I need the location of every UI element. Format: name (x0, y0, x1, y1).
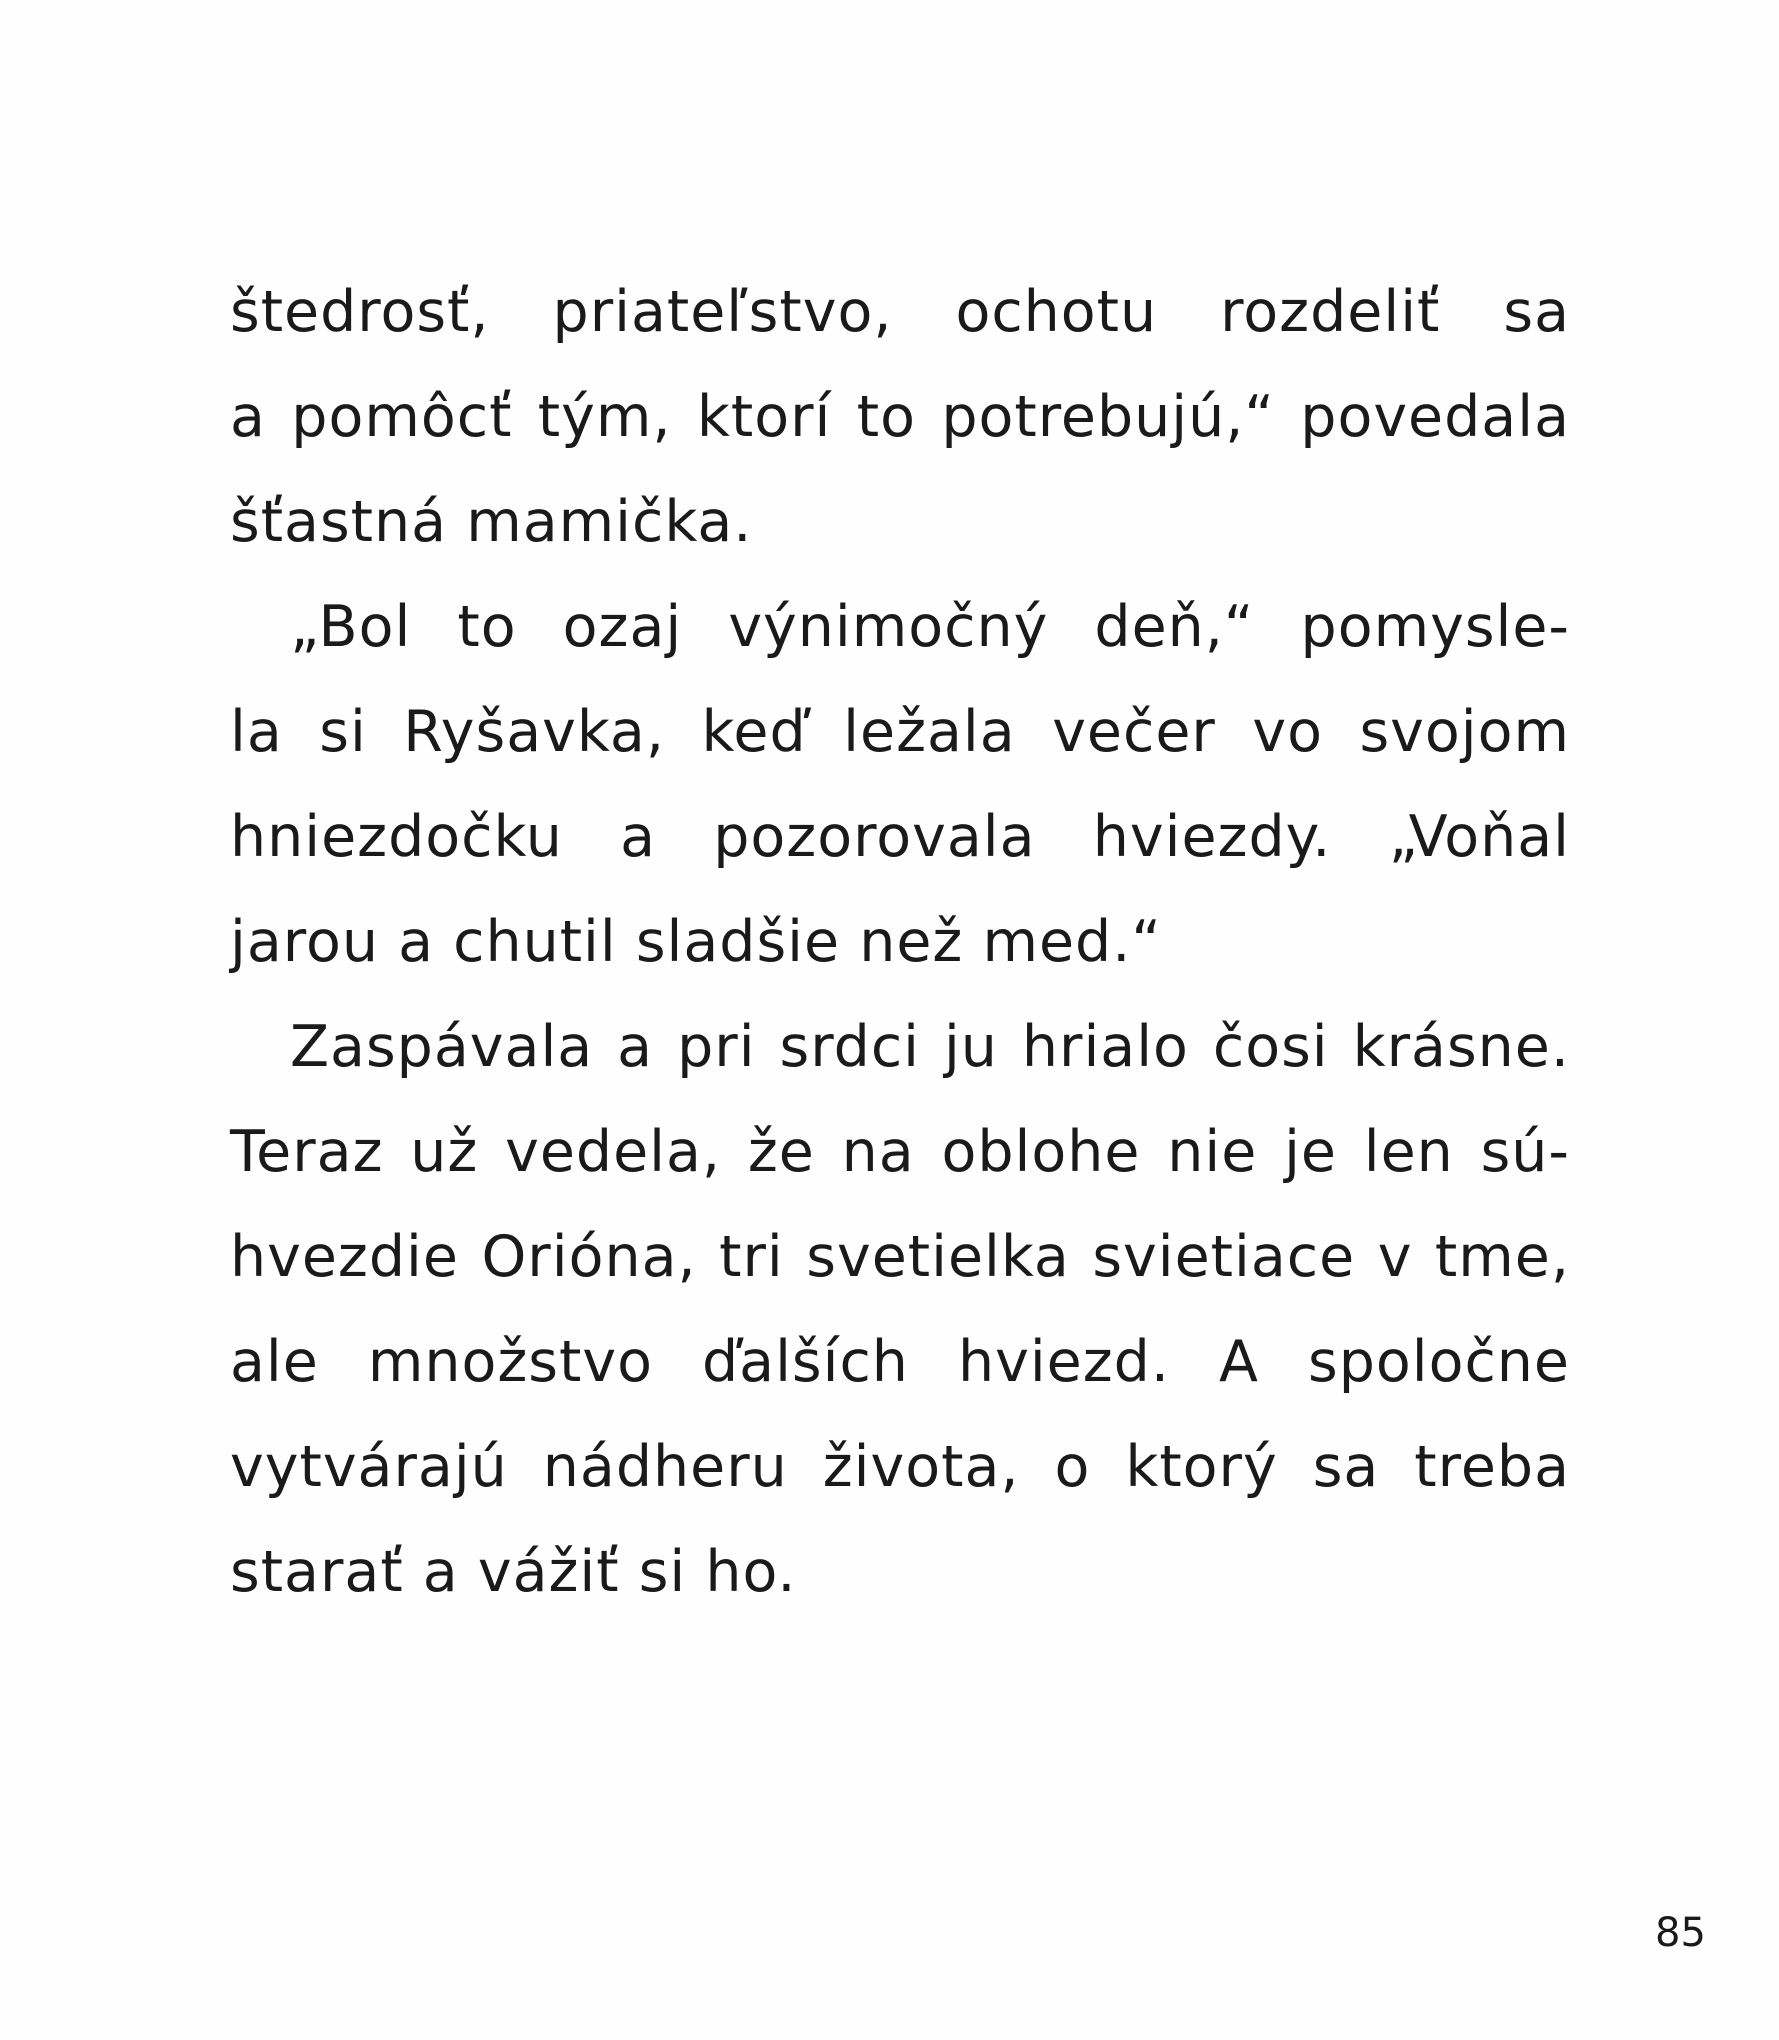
text-line: jarou a chutil sladšie než med.“ (230, 909, 1162, 975)
text-line: vytvárajú nádheru života, o ktorý sa treba (230, 1434, 1570, 1500)
text-line: ale množstvo ďalších hviezd. A spoločne (230, 1329, 1570, 1395)
body-text (230, 260, 1570, 1625)
text-line: „Bol to ozaj výnimočný deň,“ pomysle- (290, 594, 1570, 660)
text-line: la si Ryšavka, keď ležala večer vo svojom (230, 699, 1570, 765)
page-number: 85 (1655, 1910, 1706, 1956)
text-line: starať a vážiť si ho. (230, 1539, 797, 1605)
text-line: a pomôcť tým, ktorí to potrebujú,“ povedala (230, 384, 1570, 450)
text-line: hniezdočku a pozorovala hviezdy. „Voňal (230, 804, 1570, 870)
text-line: štedrosť, priateľstvo, ochotu rozdeliť sa (230, 279, 1570, 345)
text-line: hvezdie Orióna, tri svetielka svietiace v tme, (230, 1224, 1570, 1290)
text-line: Zaspávala a pri srdci ju hrialo čosi krásne. (290, 1014, 1570, 1080)
text-line: šťastná mamička. (230, 489, 753, 555)
text-line: Teraz už vedela, že na oblohe nie je len sú- (230, 1119, 1570, 1185)
